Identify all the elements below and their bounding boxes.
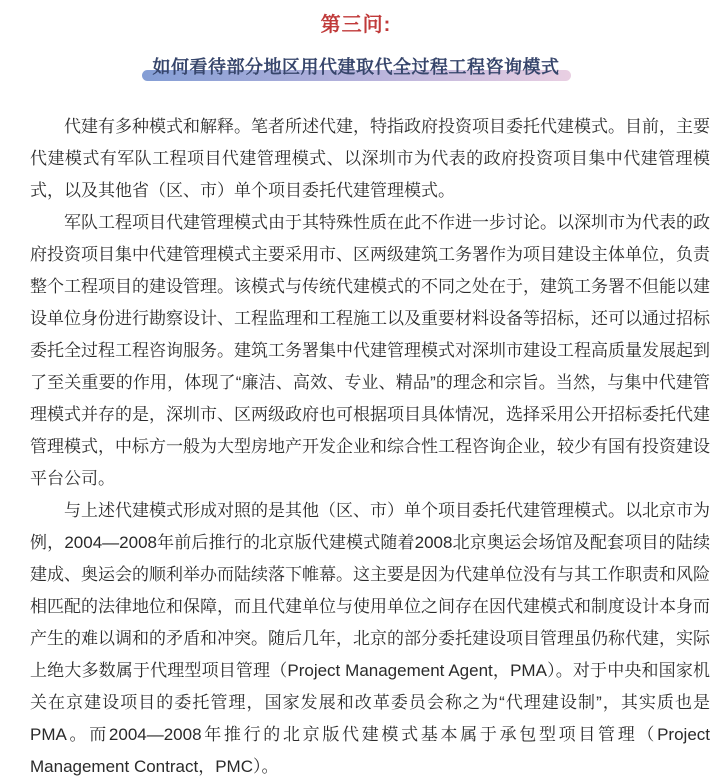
subtitle-row xyxy=(0,55,712,79)
article-page xyxy=(0,12,712,776)
article-body xyxy=(30,111,710,783)
paragraph-3: 与上述代建模式形成对照的是其他（区、市）单个项目委托代建管理模式。以北京市为例，2004—2008年前后推行的北京版代建模式随着2008北京奥运会场馆及配套项目的陆续建成、奥运会的顺利举办而陆续落下帷幕。这主要是因为代建单位没有与其工作职责和风险相匹配的法律地位和保障，而且代建单位与使用单位之间存在因代建模式和制度设计本身而产生的难以调和的矛盾和冲突。随后几年，北京的部分委托建设项目管理虽仍称代建，实际上绝大多数属于代理型项目管理（Project Management Agent，PMA）。对于中央和国家机关在京建设项目的委托管理，国家发展和改革委员会称之为“代理建设制”，其实质也是PMA。而2004—2008年推行的北京版代建模式基本属于承包型项目管理（Project Management Contract，PMC）。 xyxy=(30,500,710,776)
section-title: 第三问: xyxy=(320,14,392,36)
subtitle-text: 如何看待部分地区用代建取代全过程工程咨询模式 xyxy=(152,56,560,77)
subtitle xyxy=(153,55,560,79)
paragraph-2: 军队工程项目代建管理模式由于其特殊性质在此不作进一步讨论。以深圳市为代表的政府投资项目集中代建管理模式主要采用市、区两级建筑工务署作为项目建设主体单位，负责整个工程项目的建设管理。该模式与传统代建模式的不同之处在于，建筑工务署不但能以建设单位身份进行勘察设计、工程监理和工程施工以及重要材料设备等招标，还可以通过招标委托全过程工程咨询服务。建筑工务署集中代建管理模式对深圳市建设工程高质量发展起到了至关重要的作用，体现了“廉洁、高效、专业、精品”的理念和宗旨。当然，与集中代建管理模式并存的是，深圳市、区两级政府也可根据项目具体情况，选择采用公开招标委托代建管理模式，中标方一般为大型房地产开发企业和综合性工程咨询企业，较少有国有投资建设平台公司。 xyxy=(30,212,710,488)
paragraph-1: 代建有多种模式和解释。笔者所述代建，特指政府投资项目委托代建模式。目前，主要代建模式有军队工程项目代建管理模式、以深圳市为代表的政府投资项目集中代建管理模式，以及其他省（区、市）单个项目委托代建管理模式。 xyxy=(30,116,710,200)
